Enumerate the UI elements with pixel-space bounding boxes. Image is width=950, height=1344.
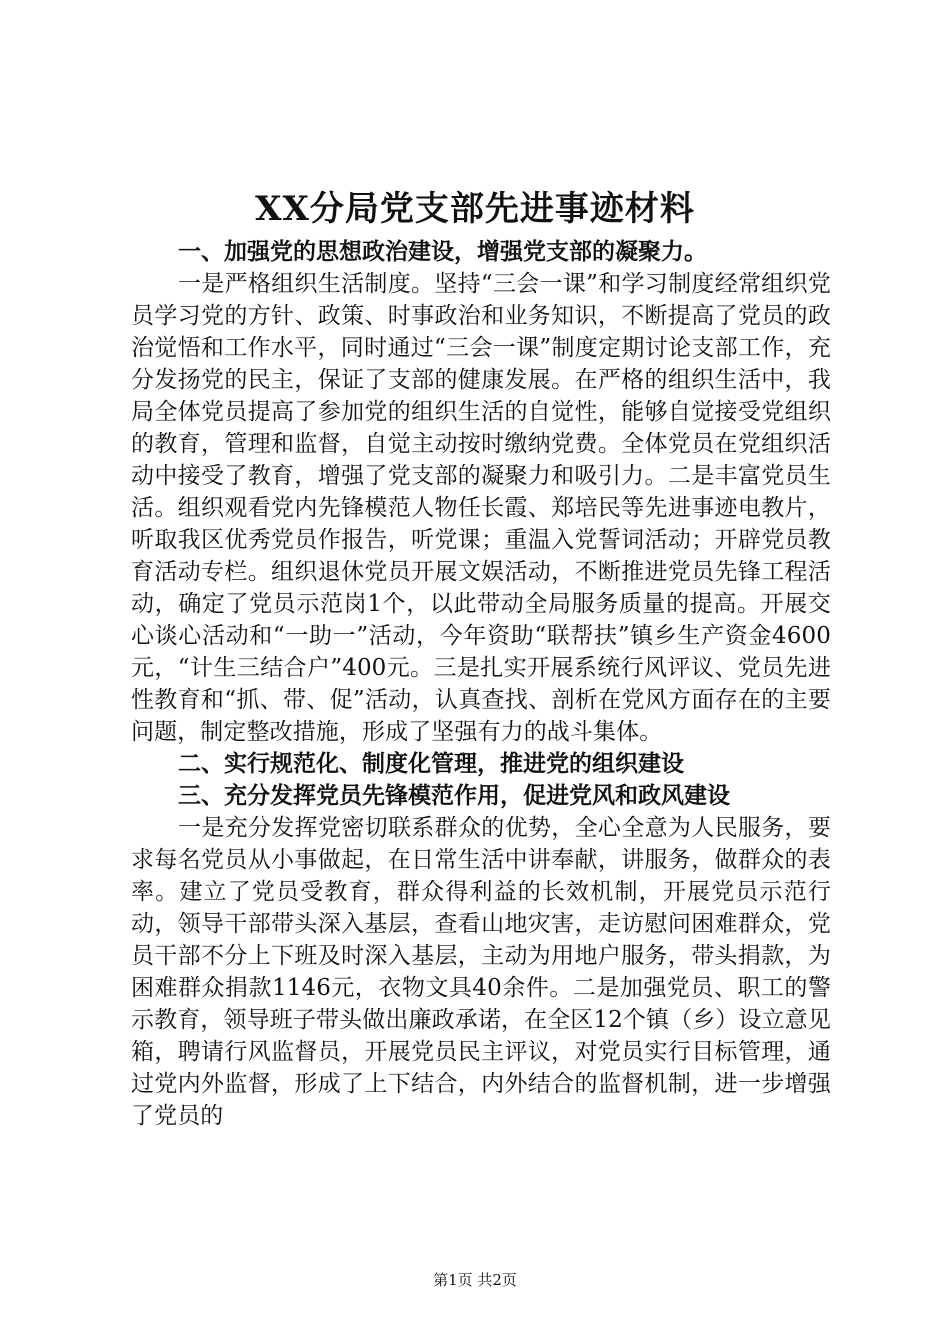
document-body [131,236,831,1132]
section-3-heading: 三、充分发挥党员先锋模范作用，促进党风和政风建设 [178,783,730,809]
document-title: XX分局党支部先进事迹材料 [255,189,695,229]
page-number-footer: 第1页 共2页 [433,1271,517,1289]
section-1-paragraph: 一是严格组织生活制度。坚持“三会一课”和学习制度经常组织党员学习党的方针、政策、时事政治和业务知识，不断提高了党员的政治觉悟和工作水平，同时通过“三会一课”制度定期讨论支部工作，充分发扬党的民主，保证了支部的健康发展。在严格的组织生活中，我局全体党员提高了参加党的组织生活的自觉性，能够自觉接受党组织的教育，管理和监督，自觉主动按时缴纳党费。全体党员在党组织活动中接受了教育，增强了党支部的凝聚力和吸引力。二是丰富党员生活。组织观看党内先锋模范人物任长霞、郑培民等先进事迹电教片，听取我区优秀党员作报告，听党课；重温入党誓词活动；开辟党员教育活动专栏。组织退休党员开展文娱活动，不断推进党员先锋工程活动，确定了党员示范岗1个，以此带动全局服务质量的提高。开展交心谈心活动和“一助一”活动，今年资助“联帮扶”镇乡生产资金4600元，“计生三结合户”400元。三是扎实开展系统行风评议、党员先进性教育和“抓、带、促”活动，认真查找、剖析在党风方面存在的主要问题，制定整改措施，形成了坚强有力的战斗集体。 [131,271,831,745]
section-3-paragraph: 一是充分发挥党密切联系群众的优势，全心全意为人民服务，要求每名党员从小事做起，在日常生活中讲奉献，讲服务，做群众的表率。建立了党员受教育，群众得利益的长效机制，开展党员示范行动，领导干部带头深入基层，查看山地灾害，走访慰问困难群众，党员干部不分上下班及时深入基层，主动为用地户服务，带头捐款，为困难群众捐款1146元，衣物文具40余件。二是加强党员、职工的警示教育，领导班子带头做出廉政承诺，在全区12个镇（乡）设立意见箱，聘请行风监督员，开展党员民主评议，对党员实行目标管理，通过党内外监督，形成了上下结合，内外结合的监督机制，进一步增强了党员的 [131,815,831,1129]
section-1-heading: 一、加强党的思想政治建设，增强党支部的凝聚力。 [178,239,707,265]
section-2-heading: 二、实行规范化、制度化管理，推进党的组织建设 [178,751,684,777]
